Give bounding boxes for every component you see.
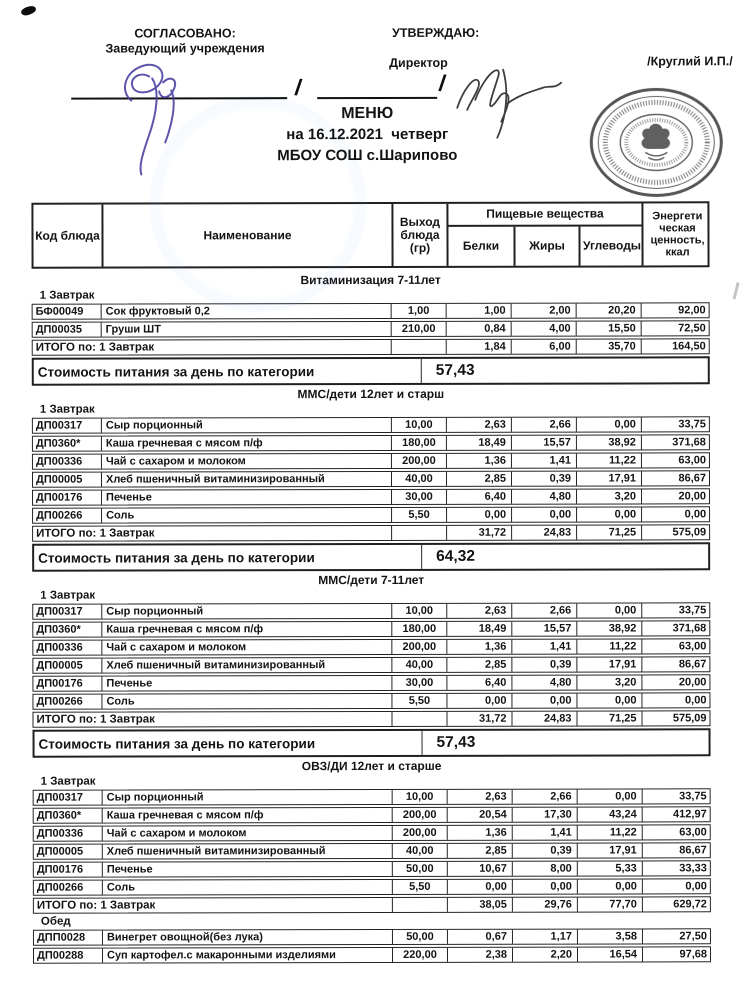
cell-fat: 0,39 bbox=[511, 472, 576, 486]
cell-fat: 15,57 bbox=[511, 436, 576, 450]
meal-label: 1 Завтрак bbox=[39, 289, 95, 302]
cell-name: Печенье bbox=[101, 490, 391, 505]
cell-kcal: 27,50 bbox=[642, 929, 712, 943]
nutrient-subcolumns bbox=[448, 226, 641, 265]
cell-kcal: 412,97 bbox=[642, 807, 712, 821]
col-header-nutrients: Пищевые вещества bbox=[448, 203, 641, 226]
cell-fat: 2,66 bbox=[511, 418, 576, 432]
section-block bbox=[32, 588, 710, 757]
organization-name: МБОУ СОШ с.Шарипово bbox=[277, 146, 458, 165]
cell-code: ДП00336 bbox=[36, 827, 84, 840]
cell-fat: 1,41 bbox=[511, 640, 576, 654]
cell-code: ДП00288 bbox=[36, 949, 84, 962]
cell-out: 180,00 bbox=[391, 436, 446, 450]
cell-code: ДП00336 bbox=[36, 641, 83, 654]
cell-protein: 18,49 bbox=[446, 622, 511, 636]
cell-name: Сыр порционный bbox=[101, 604, 391, 619]
meal-groups bbox=[33, 774, 711, 963]
cell-protein: 2,38 bbox=[447, 948, 512, 962]
cell-out: 1,00 bbox=[391, 304, 446, 318]
rows bbox=[32, 602, 710, 727]
cell-fat: 0,00 bbox=[511, 694, 576, 708]
cell-out: 5,50 bbox=[391, 694, 446, 708]
daily-cost-row bbox=[32, 356, 710, 385]
cell-kcal: 92,00 bbox=[641, 303, 711, 317]
cost-value: 64,32 bbox=[436, 547, 475, 565]
cell-protein: 0,00 bbox=[447, 880, 512, 894]
cell-kcal: 629,72 bbox=[642, 897, 712, 911]
menu-item-row bbox=[32, 302, 710, 319]
cell-code: ДП00317 bbox=[36, 605, 83, 618]
section-title: Витаминизация 7-11лет bbox=[300, 272, 441, 288]
cell-kcal: 72,50 bbox=[641, 321, 711, 335]
cell-out: 5,50 bbox=[391, 508, 446, 522]
cell-name: Сыр порционный bbox=[101, 418, 391, 433]
cell-name: Хлеб пшеничный витаминизированный bbox=[102, 844, 392, 859]
daily-cost-row bbox=[32, 542, 710, 571]
cell-protein: 18,49 bbox=[446, 436, 511, 450]
cell-kcal: 20,00 bbox=[641, 675, 711, 689]
cell-code: ДП00266 bbox=[36, 881, 84, 894]
cell-carbs: 3,20 bbox=[576, 675, 641, 689]
menu-date: на 16.12.2021 четверг bbox=[286, 125, 449, 144]
section-title: ММС/дети 7-11лет bbox=[318, 572, 425, 588]
cell-name: Чай с сахаром и молоком bbox=[102, 826, 392, 841]
meal-group bbox=[33, 914, 711, 963]
agreed-role: Заведующий учреждения bbox=[105, 41, 265, 56]
menu-item-row bbox=[32, 638, 710, 655]
menu-item-row bbox=[33, 824, 711, 841]
total-row bbox=[32, 524, 710, 541]
cell-carbs: 17,91 bbox=[576, 657, 641, 671]
cell-name: Сыр порционный bbox=[102, 790, 392, 805]
col-header-fat: Жиры bbox=[513, 227, 578, 266]
cell-name: Каша гречневая с мясом п/ф bbox=[101, 622, 391, 637]
meal-label: 1 Завтрак bbox=[39, 403, 95, 416]
cell-out: 10,00 bbox=[392, 790, 447, 804]
cell-code: ДП00005 bbox=[35, 473, 83, 486]
cell-kcal: 164,50 bbox=[641, 339, 711, 353]
cell-kcal: 0,00 bbox=[641, 507, 711, 521]
cell-kcal: 20,00 bbox=[641, 489, 711, 503]
cell-code: ДП0360* bbox=[36, 623, 81, 636]
cell-carbs: 0,00 bbox=[576, 507, 641, 521]
cell-name: Соль bbox=[102, 880, 392, 895]
meal-group bbox=[32, 288, 710, 355]
cost-value: 57,43 bbox=[435, 361, 475, 379]
cell-out: 50,00 bbox=[392, 862, 447, 876]
slash-separator: / bbox=[293, 73, 304, 101]
meal-label: 1 Завтрак bbox=[40, 775, 96, 788]
menu-item-row bbox=[33, 842, 711, 859]
approver-name: /Круглий И.П./ bbox=[647, 54, 733, 69]
cell-code: ДП00176 bbox=[36, 863, 84, 876]
cell-carbs: 71,25 bbox=[576, 711, 641, 725]
cell-carbs: 5,33 bbox=[577, 861, 642, 875]
cell-kcal: 63,00 bbox=[641, 453, 711, 467]
cell-fat: 29,76 bbox=[512, 898, 577, 912]
cell-protein: 2,63 bbox=[447, 790, 512, 804]
total-label: ИТОГО по: 1 Завтрак bbox=[36, 713, 155, 726]
approve-label: УТВЕРЖДАЮ: bbox=[392, 25, 480, 40]
cell-kcal: 0,00 bbox=[641, 693, 711, 707]
cell-out: 30,00 bbox=[391, 676, 446, 690]
cell-out: 50,00 bbox=[392, 930, 447, 944]
signature-line-2 bbox=[317, 97, 437, 99]
cell-carbs: 11,22 bbox=[576, 453, 641, 467]
cell-fat: 8,00 bbox=[512, 862, 577, 876]
cell-kcal: 0,00 bbox=[642, 879, 712, 893]
menu-item-row bbox=[33, 878, 711, 895]
cell-protein: 1,00 bbox=[446, 304, 511, 318]
cell-code: ДП00176 bbox=[36, 491, 83, 504]
cell-protein: 2,85 bbox=[446, 658, 511, 672]
cell-name: Соль bbox=[101, 694, 391, 709]
cell-protein: 1,36 bbox=[446, 640, 511, 654]
cell-name: Каша гречневая с мясом п/ф bbox=[101, 436, 391, 451]
cell-fat: 2,20 bbox=[512, 948, 577, 962]
cell-out: 200,00 bbox=[391, 454, 446, 468]
cell-kcal: 86,67 bbox=[641, 471, 711, 485]
cell-carbs: 38,92 bbox=[576, 621, 641, 635]
cell-name: Хлеб пшеничный витаминизированный bbox=[101, 472, 391, 487]
cell-fat: 0,39 bbox=[511, 658, 576, 672]
cell-out: 40,00 bbox=[391, 658, 446, 672]
meal-group bbox=[32, 588, 710, 727]
menu-item-row bbox=[32, 656, 710, 673]
cell-fat: 6,00 bbox=[511, 340, 576, 354]
meal-groups bbox=[32, 288, 710, 355]
menu-item-row bbox=[32, 416, 710, 433]
cell-out: 5,50 bbox=[392, 880, 447, 894]
page-title: МЕНЮ bbox=[341, 104, 394, 123]
menu-section bbox=[32, 387, 710, 571]
cell-carbs: 0,00 bbox=[576, 693, 641, 707]
section-block bbox=[32, 288, 710, 385]
total-row bbox=[32, 338, 710, 355]
cell-carbs: 11,22 bbox=[576, 639, 641, 653]
cell-name: Винегрет овощной(без лука) bbox=[102, 930, 392, 945]
cost-value: 57,43 bbox=[436, 733, 476, 751]
meal-label: 1 Завтрак bbox=[40, 589, 96, 602]
cell-kcal: 371,68 bbox=[641, 621, 711, 635]
cell-carbs: 77,70 bbox=[577, 897, 642, 911]
rows bbox=[32, 302, 710, 355]
cell-carbs: 20,20 bbox=[576, 303, 641, 317]
cell-code: ДП00266 bbox=[36, 695, 83, 708]
cell-out: 220,00 bbox=[392, 948, 447, 962]
menu-item-row bbox=[33, 860, 711, 877]
sections bbox=[32, 273, 711, 963]
cell-kcal: 33,75 bbox=[641, 603, 711, 617]
cell-code: ДП00336 bbox=[35, 455, 83, 468]
cell-out: 180,00 bbox=[391, 622, 446, 636]
cell-protein: 2,63 bbox=[446, 604, 511, 618]
menu-section bbox=[32, 273, 710, 385]
total-label: ИТОГО по: 1 Завтрак bbox=[36, 527, 155, 540]
cell-kcal: 63,00 bbox=[642, 825, 712, 839]
cell-out bbox=[391, 340, 446, 354]
menu-item-row bbox=[32, 674, 710, 691]
cell-kcal: 33,33 bbox=[642, 861, 712, 875]
cell-name: Чай с сахаром и молоком bbox=[101, 454, 391, 469]
cell-name: Печенье bbox=[101, 676, 391, 691]
cell-out: 200,00 bbox=[392, 826, 447, 840]
cell-protein: 0,00 bbox=[446, 508, 511, 522]
cell-code: ДП00005 bbox=[36, 845, 84, 858]
cell-code: ДП00317 bbox=[35, 419, 83, 432]
menu-item-row bbox=[32, 488, 710, 505]
cell-out: 10,00 bbox=[391, 418, 446, 432]
cell-carbs: 0,00 bbox=[576, 603, 641, 617]
cell-protein: 1,84 bbox=[446, 340, 511, 354]
menu-item-row bbox=[33, 788, 711, 805]
cell-kcal: 86,67 bbox=[641, 657, 711, 671]
cell-kcal: 33,75 bbox=[642, 789, 712, 803]
cell-carbs: 0,00 bbox=[576, 417, 641, 431]
menu-item-row bbox=[32, 506, 710, 523]
cell-protein: 2,63 bbox=[446, 418, 511, 432]
total-row bbox=[33, 896, 711, 913]
cell-code: ДП0360* bbox=[35, 437, 81, 450]
cell-fat: 2,66 bbox=[511, 604, 576, 618]
approve-role: Директор bbox=[389, 55, 448, 70]
section-block bbox=[33, 774, 711, 963]
cell-protein: 6,40 bbox=[446, 490, 511, 504]
total-label: ИТОГО по: 1 Завтрак bbox=[35, 341, 155, 354]
menu-item-row bbox=[33, 928, 711, 945]
menu-item-row bbox=[32, 434, 710, 451]
section-title: ММС/дети 12лет и старш bbox=[297, 386, 445, 402]
cell-code: ДП00176 bbox=[36, 677, 83, 690]
cost-label: Стоимость питания за день по категории bbox=[34, 359, 422, 384]
cell-kcal: 86,67 bbox=[642, 843, 712, 857]
menu-item-row bbox=[32, 620, 710, 637]
cell-protein: 1,36 bbox=[447, 826, 512, 840]
total-label: ИТОГО по: 1 Завтрак bbox=[36, 899, 156, 912]
col-header-energy: Энергети ческая ценность, ккал bbox=[641, 203, 711, 265]
cell-carbs: 17,91 bbox=[576, 471, 641, 485]
menu-item-row bbox=[32, 602, 710, 619]
cell-carbs: 17,91 bbox=[577, 843, 642, 857]
cell-carbs: 16,54 bbox=[577, 947, 642, 961]
cell-out: 210,00 bbox=[391, 322, 446, 336]
cell-out bbox=[391, 526, 446, 540]
cell-name: Каша гречневая с мясом п/ф bbox=[102, 808, 392, 823]
cell-carbs: 71,25 bbox=[576, 525, 641, 539]
cell-protein: 0,67 bbox=[447, 930, 512, 944]
menu-section bbox=[32, 573, 710, 757]
cell-fat: 24,83 bbox=[511, 526, 576, 540]
scan-artifact-speck bbox=[20, 5, 37, 17]
cell-carbs: 3,58 bbox=[577, 929, 642, 943]
total-row bbox=[32, 710, 710, 727]
cell-fat: 15,57 bbox=[511, 622, 576, 636]
cell-fat: 17,30 bbox=[512, 808, 577, 822]
cell-fat: 24,83 bbox=[511, 712, 576, 726]
cell-name: Чай с сахаром и молоком bbox=[101, 640, 391, 655]
scan-artifact-streak bbox=[733, 282, 740, 299]
cell-out: 30,00 bbox=[391, 490, 446, 504]
cell-out: 10,00 bbox=[391, 604, 446, 618]
cell-name: Соль bbox=[101, 508, 391, 523]
section-block bbox=[32, 402, 710, 571]
cell-carbs: 11,22 bbox=[577, 825, 642, 839]
cell-fat: 2,00 bbox=[511, 304, 576, 318]
cell-name: Хлеб пшеничный витаминизированный bbox=[101, 658, 391, 673]
cell-code: ДП0360* bbox=[36, 809, 82, 822]
agreed-label: СОГЛАСОВАНО: bbox=[134, 26, 236, 41]
section-title: ОВЗ/ДИ 12лет и старше bbox=[301, 758, 442, 774]
rows bbox=[33, 928, 711, 963]
cell-protein: 2,85 bbox=[446, 472, 511, 486]
cell-fat: 1,17 bbox=[512, 930, 577, 944]
cell-fat: 1,41 bbox=[512, 826, 577, 840]
cell-out: 40,00 bbox=[391, 472, 446, 486]
menu-item-row bbox=[32, 320, 710, 337]
cell-protein: 20,54 bbox=[447, 808, 512, 822]
menu-item-row bbox=[32, 692, 710, 709]
cell-fat: 4,80 bbox=[511, 676, 576, 690]
cell-protein: 31,72 bbox=[446, 712, 511, 726]
menu-item-row bbox=[33, 946, 711, 963]
cost-label: Стоимость питания за день по категории bbox=[35, 731, 423, 756]
title-block bbox=[0, 103, 735, 167]
meal-label: Обед bbox=[40, 915, 71, 928]
cell-code: ДПП0028 bbox=[36, 931, 86, 944]
rows bbox=[32, 416, 710, 541]
cell-code: ДП00035 bbox=[35, 323, 83, 336]
cell-kcal: 371,68 bbox=[641, 435, 711, 449]
cell-protein: 1,36 bbox=[446, 454, 511, 468]
cell-code: ДП00317 bbox=[36, 791, 84, 804]
col-group-nutrients bbox=[446, 203, 641, 265]
cost-label: Стоимость питания за день по категории bbox=[34, 545, 422, 570]
menu-item-row bbox=[33, 806, 711, 823]
menu-item-row bbox=[32, 452, 710, 469]
daily-cost-row bbox=[33, 728, 711, 757]
meal-groups bbox=[32, 402, 710, 541]
cell-fat: 1,41 bbox=[511, 454, 576, 468]
cell-carbs: 43,24 bbox=[577, 807, 642, 821]
cell-out bbox=[392, 898, 447, 912]
table-header bbox=[31, 201, 709, 268]
cell-out: 200,00 bbox=[392, 808, 447, 822]
col-header-code: Код блюда bbox=[35, 228, 100, 243]
meal-group bbox=[33, 774, 711, 913]
cell-fat: 0,00 bbox=[512, 880, 577, 894]
cell-code: ДП00266 bbox=[36, 509, 83, 522]
menu-tables bbox=[31, 201, 711, 963]
meal-groups bbox=[32, 588, 710, 727]
cell-name: Печенье bbox=[102, 862, 392, 877]
cell-kcal: 575,09 bbox=[641, 711, 711, 725]
cell-fat: 0,39 bbox=[512, 844, 577, 858]
slash-separator-end: / bbox=[437, 69, 448, 97]
col-header-name: Наименование bbox=[101, 204, 391, 267]
cell-protein: 38,05 bbox=[447, 898, 512, 912]
cell-carbs: 15,50 bbox=[576, 321, 641, 335]
cell-fat: 0,00 bbox=[511, 508, 576, 522]
menu-item-row bbox=[32, 470, 710, 487]
cell-code: БФ00049 bbox=[35, 305, 84, 318]
cell-fat: 2,66 bbox=[512, 790, 577, 804]
cell-protein: 6,40 bbox=[446, 676, 511, 690]
cell-kcal: 33,75 bbox=[641, 417, 711, 431]
cell-name: Суп картофел.с макаронными изделиями bbox=[102, 948, 392, 963]
cell-name: Груши ШТ bbox=[101, 322, 391, 337]
cell-kcal: 575,09 bbox=[641, 525, 711, 539]
cell-out: 40,00 bbox=[392, 844, 447, 858]
cell-kcal: 63,00 bbox=[641, 639, 711, 653]
menu-section bbox=[33, 759, 711, 963]
cell-protein: 0,84 bbox=[446, 322, 511, 336]
cell-carbs: 0,00 bbox=[577, 879, 642, 893]
col-header-protein: Белки bbox=[462, 238, 500, 253]
cell-out bbox=[391, 712, 446, 726]
cell-fat: 4,80 bbox=[511, 490, 576, 504]
cell-protein: 10,67 bbox=[447, 862, 512, 876]
cell-carbs: 0,00 bbox=[577, 789, 642, 803]
rows bbox=[33, 788, 711, 913]
cell-protein: 0,00 bbox=[446, 694, 511, 708]
cell-fat: 4,00 bbox=[511, 322, 576, 336]
cell-out: 200,00 bbox=[391, 640, 446, 654]
cell-name: Сок фруктовый 0,2 bbox=[101, 304, 391, 319]
col-header-out: Выход блюда (гр) bbox=[391, 204, 446, 266]
cell-kcal: 97,68 bbox=[642, 947, 712, 961]
meal-group bbox=[32, 402, 710, 541]
document-header bbox=[0, 0, 749, 203]
cell-carbs: 35,70 bbox=[576, 339, 641, 353]
cell-protein: 31,72 bbox=[446, 526, 511, 540]
cell-protein: 2,85 bbox=[447, 844, 512, 858]
col-header-carbs: Углеводы bbox=[578, 226, 643, 265]
cell-carbs: 3,20 bbox=[576, 489, 641, 503]
cell-code: ДП00005 bbox=[36, 659, 83, 672]
cell-carbs: 38,92 bbox=[576, 435, 641, 449]
